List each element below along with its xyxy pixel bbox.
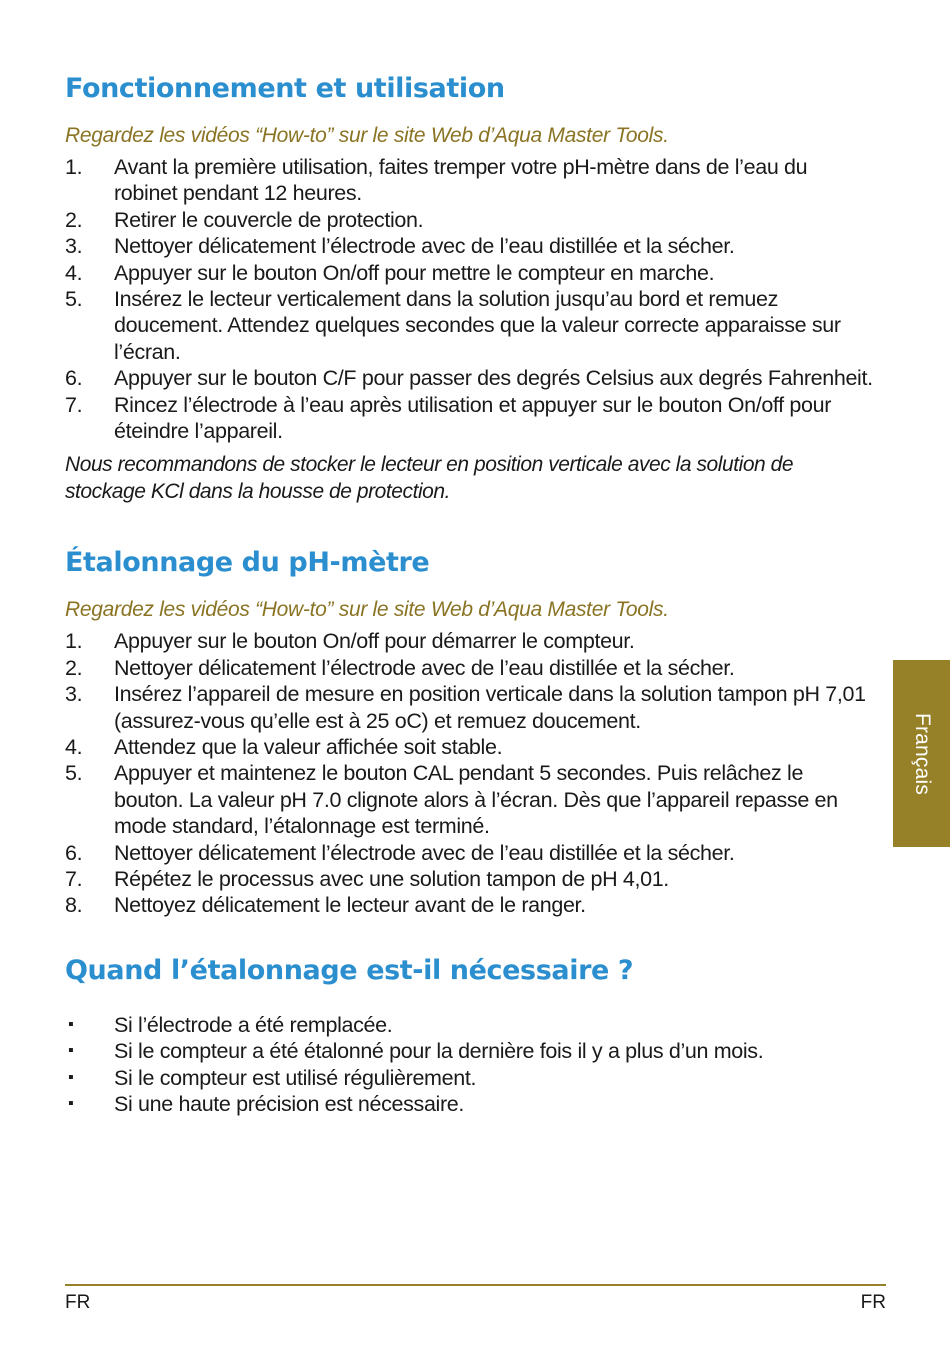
step-item <box>65 628 875 654</box>
step-text: Nettoyer délicatement l’électrode avec de l’eau distillée et la sécher. <box>114 655 735 680</box>
page-content <box>65 70 875 1117</box>
step-text: Retirer le couvercle de protection. <box>114 207 424 232</box>
bullet-item <box>65 1012 875 1038</box>
steps-list <box>65 154 875 444</box>
language-tab[interactable] <box>893 660 950 847</box>
bullet-text: Si l’électrode a été remplacée. <box>114 1012 393 1037</box>
step-number: 1. <box>65 629 83 654</box>
step-number: 4. <box>65 734 83 759</box>
step-text: Insérez l’appareil de mesure en position verticale dans la solution tampon pH 7,01 (assurez-vous qu’elle est à 25 oC) et remuez doucement. <box>114 682 866 733</box>
footer-lang-left: FR <box>65 1292 91 1313</box>
step-item <box>65 286 875 365</box>
step-item <box>65 734 875 760</box>
step-item <box>65 760 875 839</box>
step-text: Appuyer sur le bouton C/F pour passer des degrés Celsius aux degrés Fahrenheit. <box>114 366 873 391</box>
section-operation <box>65 70 875 505</box>
step-item <box>65 233 875 259</box>
step-item <box>65 154 875 207</box>
step-text: Rincez l’électrode à l’eau après utilisation et appuyer sur le bouton On/off pour éteindre l’appareil. <box>114 392 832 444</box>
section-intro: Regardez les vidéos “How-to” sur le site Web d’Aqua Master Tools. <box>65 124 669 147</box>
section-when-calibrate <box>65 952 875 1118</box>
step-number: 5. <box>65 761 83 786</box>
step-text: Répétez le processus avec une solution tampon de pH 4,01. <box>114 866 669 891</box>
step-text: Appuyer et maintenez le bouton CAL pendant 5 secondes. Puis relâchez le bouton. La valeur pH 7.0 clignote alors à l’écran. Dès que l’appareil repasse en mode standard, l’étalonnage est terminé. <box>114 761 838 839</box>
section-title: Quand l’étalonnage est-il nécessaire ? <box>65 954 634 986</box>
bullet-marker: ▪ <box>68 1042 74 1060</box>
bullet-text: Si le compteur est utilisé régulièrement. <box>114 1065 477 1090</box>
step-text: Appuyer sur le bouton On/off pour mettre le compteur en marche. <box>114 260 715 285</box>
step-item <box>65 840 875 866</box>
step-text: Attendez que la valeur affichée soit stable. <box>114 734 503 759</box>
storage-note: Nous recommandons de stocker le lecteur en position verticale avec la solution de stockage KCl dans la housse de protection. <box>65 453 794 503</box>
step-text: Nettoyer délicatement l’électrode avec de l’eau distillée et la sécher. <box>114 840 735 865</box>
step-text: Insérez le lecteur verticalement dans la solution jusqu’au bord et remuez doucement. Attendez quelques secondes que la valeur correcte apparaisse sur l’écran. <box>114 287 841 364</box>
step-item <box>65 260 875 286</box>
step-number: 3. <box>65 234 83 259</box>
language-tab-label: Français <box>910 712 934 795</box>
bullet-marker: ▪ <box>68 1068 74 1086</box>
step-text: Appuyer sur le bouton On/off pour démarrer le compteur. <box>114 629 635 654</box>
section-title: Étalonnage du pH-mètre <box>65 547 430 579</box>
section-title: Fonctionnement et utilisation <box>65 73 505 104</box>
step-number: 7. <box>65 866 83 891</box>
section-intro: Regardez les vidéos “How-to” sur le site Web d’Aqua Master Tools. <box>65 598 669 622</box>
bullet-marker: ▪ <box>68 1015 74 1033</box>
steps-list <box>65 628 875 918</box>
step-item <box>65 892 875 918</box>
bullet-text: Si une haute précision est nécessaire. <box>114 1091 465 1116</box>
step-number: 6. <box>65 840 83 865</box>
step-number: 7. <box>65 392 83 417</box>
step-number: 4. <box>65 260 83 285</box>
step-number: 8. <box>65 893 83 918</box>
step-text: Nettoyer délicatement l’électrode avec de l’eau distillée et la sécher. <box>114 234 735 259</box>
step-number: 1. <box>65 155 83 179</box>
step-item <box>65 392 875 445</box>
bullet-item <box>65 1091 875 1117</box>
step-text: Avant la première utilisation, faites tremper votre pH-mètre dans de l’eau du robinet pendant 12 heures. <box>114 155 808 206</box>
step-number: 6. <box>65 366 83 391</box>
bullet-text: Si le compteur a été étalonné pour la dernière fois il y a plus d’un mois. <box>114 1039 764 1064</box>
step-number: 5. <box>65 287 83 312</box>
step-text: Nettoyez délicatement le lecteur avant de le ranger. <box>114 893 586 918</box>
section-calibration <box>65 544 875 918</box>
footer-lang-right: FR <box>860 1292 886 1313</box>
bullet-list <box>65 1012 875 1118</box>
bullet-item <box>65 1065 875 1091</box>
bullet-item <box>65 1038 875 1064</box>
step-item <box>65 866 875 892</box>
step-number: 3. <box>65 682 83 707</box>
footer-divider <box>65 1284 886 1286</box>
step-item <box>65 207 875 233</box>
step-item <box>65 655 875 681</box>
step-item <box>65 365 875 391</box>
bullet-marker: ▪ <box>68 1094 74 1112</box>
step-item <box>65 681 875 734</box>
step-number: 2. <box>65 207 83 232</box>
step-number: 2. <box>65 655 83 680</box>
